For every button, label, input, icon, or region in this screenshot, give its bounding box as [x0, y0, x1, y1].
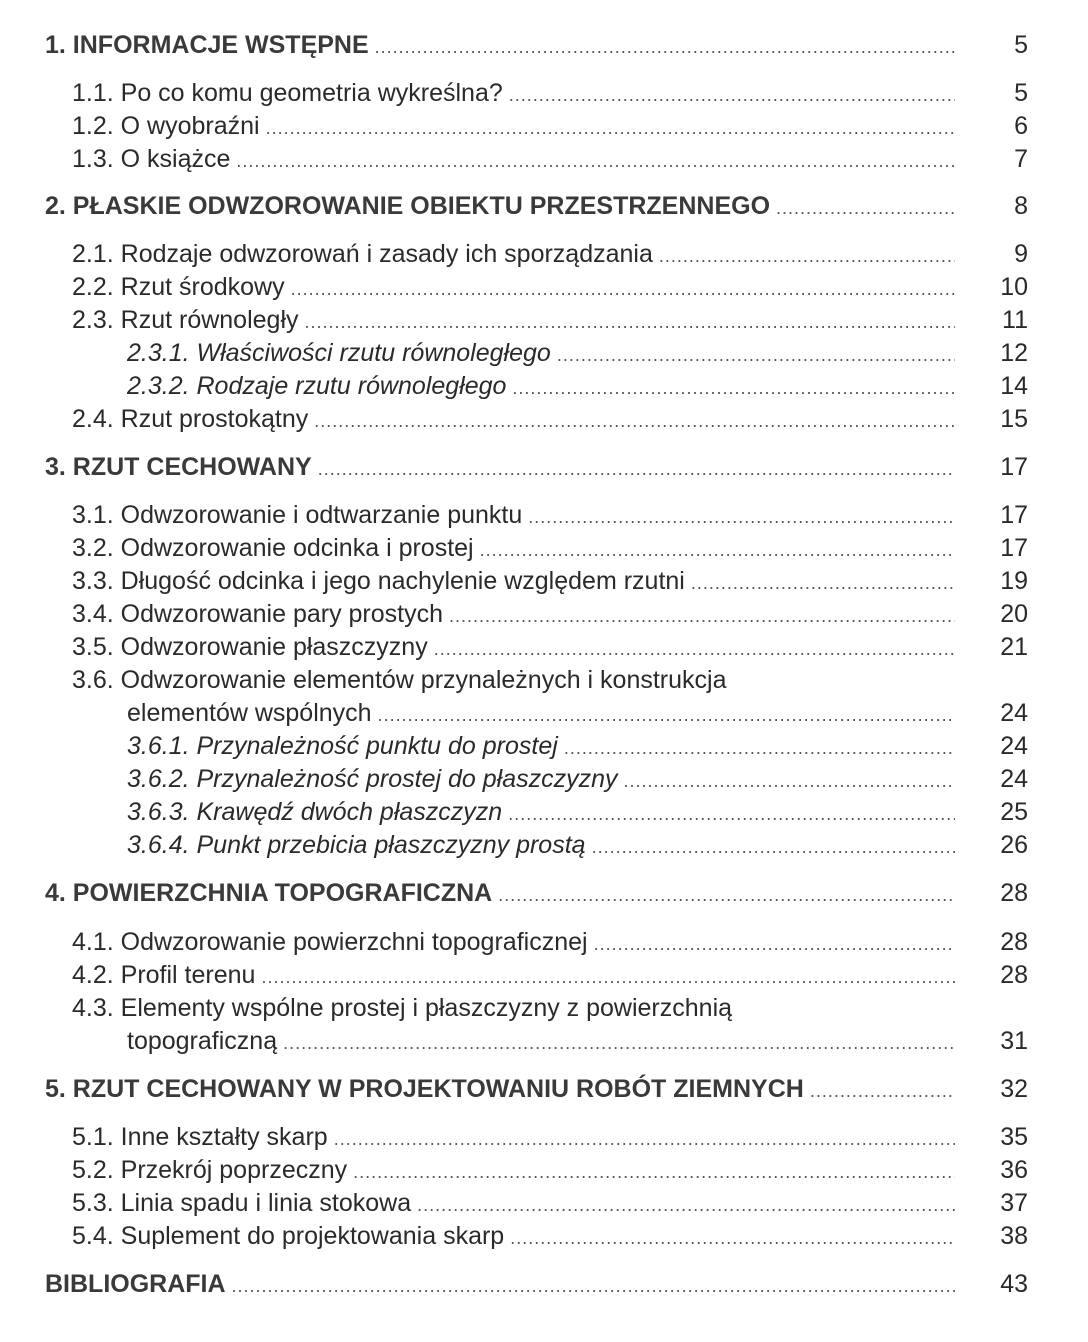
toc-label: elementów wspólnych: [127, 699, 372, 727]
dot-leader: [232, 1270, 955, 1303]
toc-page-number: 32: [1000, 1075, 1028, 1103]
dot-leader: [266, 112, 955, 145]
toc-entry[interactable]: [0, 143, 1088, 176]
dot-leader: [375, 31, 955, 64]
dot-leader: [776, 192, 955, 225]
toc-page-number: 28: [1000, 928, 1028, 956]
toc-label: 3. RZUT CECHOWANY: [45, 453, 312, 481]
toc-page-number: 24: [1000, 765, 1028, 793]
toc-page-number: 11: [1002, 306, 1028, 334]
dot-leader: [810, 1075, 955, 1108]
toc-subentry[interactable]: [0, 370, 1088, 403]
toc-page-number: 43: [1000, 1270, 1028, 1298]
toc-label: 2.4. Rzut prostokątny: [72, 405, 309, 433]
toc-heading[interactable]: [0, 1073, 1088, 1106]
dot-leader: [594, 928, 955, 961]
toc-heading[interactable]: [0, 877, 1088, 910]
toc-entry[interactable]: [0, 565, 1088, 598]
dot-leader: [624, 765, 955, 798]
toc-label: 3.6.2. Przynależność prostej do płaszczyzny: [127, 765, 618, 793]
toc-label: 2.3. Rzut równoległy: [72, 306, 299, 334]
toc-page-number: 31: [1000, 1027, 1028, 1055]
toc-label: 3.2. Odwzorowanie odcinka i prostej: [72, 534, 474, 562]
dot-leader: [480, 534, 955, 567]
dot-leader: [512, 372, 955, 405]
toc-page-number: 15: [1000, 405, 1028, 433]
dot-leader: [334, 1123, 955, 1156]
toc-entry-continuation[interactable]: [0, 697, 1088, 730]
dot-leader: [434, 633, 955, 666]
dot-leader: [314, 405, 955, 438]
dot-leader: [498, 879, 955, 912]
toc-page-number: 17: [1000, 501, 1028, 529]
toc-label: 3.6.4. Punkt przebicia płaszczyzny prostą: [127, 831, 586, 859]
toc-entry[interactable]: [0, 959, 1088, 992]
toc-label: 1.3. O książce: [72, 145, 231, 173]
dot-leader: [353, 1156, 955, 1189]
toc-label: 1.2. O wyobraźni: [72, 112, 260, 140]
toc-label: 4. POWIERZCHNIA TOPOGRAFICZNA: [45, 879, 493, 907]
toc-page-number: 26: [1000, 831, 1028, 859]
toc-heading[interactable]: [0, 451, 1088, 484]
toc-heading-bibliography[interactable]: [0, 1268, 1088, 1301]
dot-leader: [510, 1222, 955, 1255]
toc-entry-continuation[interactable]: [0, 1025, 1088, 1058]
toc-entry[interactable]: [0, 1187, 1088, 1220]
toc-entry[interactable]: [0, 598, 1088, 631]
toc-page-number: 28: [1000, 961, 1028, 989]
toc-page-number: 10: [1000, 273, 1028, 301]
toc-label: 4.1. Odwzorowanie powierzchni topograficznej: [72, 928, 588, 956]
toc-entry[interactable]: [0, 238, 1088, 271]
dot-leader: [261, 961, 955, 994]
toc-entry[interactable]: [0, 403, 1088, 436]
toc-entry[interactable]: [0, 532, 1088, 565]
toc-heading[interactable]: [0, 190, 1088, 223]
dot-leader: [449, 600, 955, 633]
toc-page-number: 9: [1014, 240, 1028, 268]
toc-label: 5.4. Suplement do projektowania skarp: [72, 1222, 505, 1250]
dot-leader: [509, 79, 955, 112]
toc-label: 1.1. Po co komu geometria wykreślna?: [72, 79, 503, 107]
toc-label: 4.2. Profil terenu: [72, 961, 256, 989]
toc-label: 1. INFORMACJE WSTĘPNE: [45, 31, 369, 59]
toc-label: 5.2. Przekrój poprzeczny: [72, 1156, 348, 1184]
toc-label: 3.3. Długość odcinka i jego nachylenie względem rzutni: [72, 567, 685, 595]
toc-page-number: 19: [1000, 567, 1028, 595]
dot-leader: [378, 699, 955, 732]
toc-entry[interactable]: [0, 77, 1088, 110]
toc-entry[interactable]: [0, 631, 1088, 664]
toc-page-number: 24: [1000, 699, 1028, 727]
toc-page-number: 35: [1000, 1123, 1028, 1151]
dot-leader: [305, 306, 955, 339]
toc-label: 3.6. Odwzorowanie elementów przynależnych i konstrukcja: [72, 666, 727, 694]
toc-page-number: 14: [1000, 372, 1028, 400]
dot-leader: [557, 339, 955, 372]
toc-page-number: 21: [1000, 633, 1028, 661]
toc-label: topograficzną: [127, 1027, 278, 1055]
toc-entry[interactable]: [0, 992, 1088, 1025]
toc-page-number: 36: [1000, 1156, 1028, 1184]
toc-page-number: 28: [1000, 879, 1028, 907]
toc-label: 2.3.1. Właściwości rzutu równoległego: [127, 339, 551, 367]
dot-leader: [291, 273, 955, 306]
toc-subentry[interactable]: [0, 796, 1088, 829]
toc-page-number: 17: [1000, 534, 1028, 562]
toc-page-number: 17: [1000, 453, 1028, 481]
dot-leader: [283, 1027, 955, 1060]
toc-label: 3.6.3. Krawędź dwóch płaszczyzn: [127, 798, 503, 826]
toc-label: 2. PŁASKIE ODWZOROWANIE OBIEKTU PRZESTRZENNEGO: [45, 192, 771, 220]
toc-heading[interactable]: [0, 29, 1088, 62]
toc-label: 3.5. Odwzorowanie płaszczyzny: [72, 633, 428, 661]
toc-label: 5.1. Inne kształty skarp: [72, 1123, 328, 1151]
toc-label: 5.3. Linia spadu i linia stokowa: [72, 1189, 412, 1217]
toc-page-number: 7: [1014, 145, 1028, 173]
toc-subentry[interactable]: [0, 829, 1088, 862]
dot-leader: [236, 145, 955, 178]
toc-page-number: 5: [1014, 79, 1028, 107]
dot-leader: [592, 831, 955, 864]
toc-entry[interactable]: [0, 1220, 1088, 1253]
toc-label: 2.2. Rzut środkowy: [72, 273, 285, 301]
toc-entry[interactable]: [0, 926, 1088, 959]
toc-page-number: 5: [1014, 31, 1028, 59]
toc-entry[interactable]: [0, 1121, 1088, 1154]
toc-page-number: 25: [1000, 798, 1028, 826]
toc-page-number: 20: [1000, 600, 1028, 628]
toc-entry[interactable]: [0, 271, 1088, 304]
toc-subentry[interactable]: [0, 763, 1088, 796]
toc-page-number: 38: [1000, 1222, 1028, 1250]
toc-entry[interactable]: [0, 664, 1088, 697]
dot-leader: [659, 240, 955, 273]
toc-label: 3.4. Odwzorowanie pary prostych: [72, 600, 444, 628]
dot-leader: [528, 501, 955, 534]
toc-page-number: 24: [1000, 732, 1028, 760]
toc-label: BIBLIOGRAFIA: [45, 1270, 226, 1298]
toc-label: 5. RZUT CECHOWANY W PROJEKTOWANIU ROBÓT ZIEMNYCH: [45, 1075, 804, 1103]
dot-leader: [417, 1189, 955, 1222]
toc-label: 2.3.2. Rodzaje rzutu równoległego: [127, 372, 507, 400]
toc-entry[interactable]: [0, 499, 1088, 532]
toc-subentry[interactable]: [0, 337, 1088, 370]
toc-page-number: 6: [1014, 112, 1028, 140]
toc-label: 4.3. Elementy wspólne prostej i płaszczyzny z powierzchnią: [72, 994, 733, 1022]
toc-entry[interactable]: [0, 1154, 1088, 1187]
toc-label: 2.1. Rodzaje odwzorowań i zasady ich sporządzania: [72, 240, 653, 268]
toc-label: 3.6.1. Przynależność punktu do prostej: [127, 732, 558, 760]
toc-entry[interactable]: [0, 110, 1088, 143]
dot-leader: [564, 732, 955, 765]
toc-entry[interactable]: [0, 304, 1088, 337]
dot-leader: [691, 567, 955, 600]
toc-subentry[interactable]: [0, 730, 1088, 763]
toc-label: 3.1. Odwzorowanie i odtwarzanie punktu: [72, 501, 523, 529]
toc-page-number: 37: [1000, 1189, 1028, 1217]
toc-page-number: 8: [1014, 192, 1028, 220]
dot-leader: [318, 453, 955, 486]
dot-leader: [508, 798, 955, 831]
toc-page-number: 12: [1000, 339, 1028, 367]
